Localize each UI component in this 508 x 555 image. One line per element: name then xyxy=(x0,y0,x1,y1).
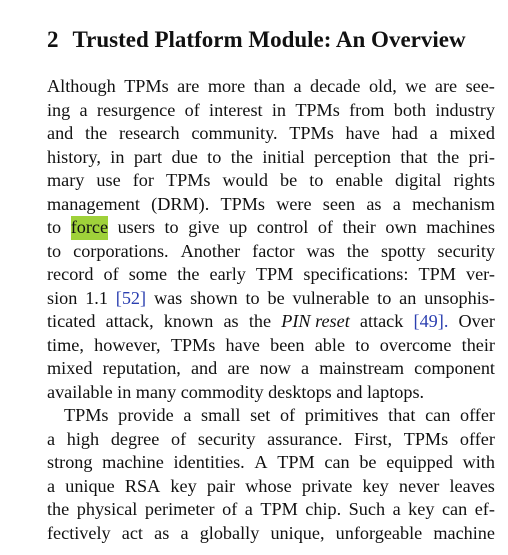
word: available xyxy=(47,381,113,402)
word: able xyxy=(314,334,346,355)
section-heading xyxy=(47,26,466,54)
word: see- xyxy=(465,76,495,96)
word: mainstream xyxy=(319,358,405,378)
word: can xyxy=(324,452,350,472)
word: research xyxy=(119,123,180,143)
word: the xyxy=(177,264,200,284)
word: a xyxy=(183,405,192,425)
text-line xyxy=(47,334,495,358)
text-line xyxy=(47,522,495,546)
word: A xyxy=(254,452,268,472)
word: to xyxy=(377,287,392,308)
word: Such xyxy=(348,499,386,519)
word: of xyxy=(317,217,333,237)
word: as xyxy=(366,193,382,214)
word: initial xyxy=(262,146,305,167)
word: identities. xyxy=(173,452,245,472)
text-line xyxy=(47,122,495,146)
word: be xyxy=(359,452,377,472)
word: ef- xyxy=(474,499,495,519)
word: act xyxy=(121,522,143,543)
word: attack, xyxy=(105,311,154,331)
word: machine xyxy=(102,452,164,472)
word: many xyxy=(135,381,177,402)
word: ing xyxy=(47,99,71,120)
word: more xyxy=(207,76,246,96)
word: be xyxy=(280,170,298,190)
word: offer xyxy=(459,405,495,425)
word: resurgence xyxy=(96,99,176,120)
word: corporations. xyxy=(73,240,169,261)
text-line xyxy=(47,75,495,99)
word: TPMs xyxy=(289,123,334,143)
word: however, xyxy=(94,334,161,355)
word: spotty xyxy=(380,240,426,261)
word: of xyxy=(171,428,187,449)
highlighted-word: force xyxy=(71,216,108,240)
word: TPM xyxy=(255,264,294,284)
word: both xyxy=(393,99,427,120)
word: security xyxy=(197,428,256,449)
word: digital xyxy=(394,170,442,190)
word: were xyxy=(276,193,312,214)
word: unique, xyxy=(270,522,325,543)
word: own xyxy=(385,217,417,237)
word: primitives xyxy=(304,405,379,425)
word: security xyxy=(437,240,495,261)
word: TPM xyxy=(260,499,298,519)
word: the xyxy=(230,146,253,167)
word: as xyxy=(154,522,170,543)
word: interest xyxy=(209,99,263,120)
word: key xyxy=(408,499,435,519)
word: to xyxy=(355,334,370,355)
word: than xyxy=(253,76,285,96)
word: key xyxy=(170,475,197,496)
word: management xyxy=(47,193,140,214)
word: TPMs xyxy=(124,76,169,96)
word: and xyxy=(336,381,363,402)
word: and xyxy=(190,358,218,378)
word: First, xyxy=(354,428,392,449)
text-line xyxy=(47,357,495,381)
word: reputation, xyxy=(102,358,181,378)
word: attack xyxy=(359,311,404,331)
word: control xyxy=(256,217,309,237)
word: was xyxy=(306,240,335,261)
text-line xyxy=(47,381,495,405)
word: mechanism xyxy=(412,193,495,214)
word: their xyxy=(342,217,376,237)
word: of xyxy=(222,499,238,519)
text-line xyxy=(47,146,495,170)
word: strong xyxy=(47,452,93,472)
word: some xyxy=(128,264,168,284)
word: Although xyxy=(47,76,116,96)
word: TPMs xyxy=(64,405,109,425)
word: industry xyxy=(435,99,495,120)
word: unforgeable xyxy=(335,522,423,543)
word: assurance. xyxy=(267,428,343,449)
word: provide xyxy=(118,405,174,425)
word: from xyxy=(349,99,385,120)
word: seen xyxy=(322,193,356,214)
word: that xyxy=(388,405,416,425)
word: TPMs xyxy=(170,334,216,355)
word: to xyxy=(47,217,62,237)
paragraph-2 xyxy=(47,404,495,545)
word: a xyxy=(301,358,310,378)
word: we xyxy=(405,76,427,96)
word: sion xyxy=(47,287,78,308)
word: overcome xyxy=(379,334,452,355)
word: high xyxy=(66,428,100,449)
word: had xyxy=(391,123,418,143)
word: use xyxy=(96,170,121,190)
word: a xyxy=(244,499,253,519)
word: ticated xyxy=(47,311,96,331)
word: that xyxy=(400,146,428,167)
word: decade xyxy=(310,76,361,96)
word: equipped xyxy=(386,452,453,472)
word: been xyxy=(270,334,305,355)
word: a xyxy=(79,99,88,120)
word: to xyxy=(47,240,62,261)
word: perimeter xyxy=(144,499,215,519)
word: are xyxy=(434,76,458,96)
word: the xyxy=(85,123,108,143)
word: 1.1 xyxy=(85,287,108,308)
word: offer xyxy=(459,428,495,449)
word: due xyxy=(171,146,198,167)
word: private xyxy=(301,475,353,496)
text-line xyxy=(47,99,495,123)
word: RSA xyxy=(124,475,161,496)
word: machine xyxy=(433,522,495,543)
word: small xyxy=(201,405,241,425)
word: their xyxy=(461,334,495,355)
word: pri- xyxy=(468,146,495,167)
word: Another xyxy=(180,240,241,261)
word: the xyxy=(346,240,370,261)
word: shown xyxy=(190,287,238,308)
word: (DRM). xyxy=(151,193,210,214)
text-line xyxy=(47,498,495,522)
text-line xyxy=(47,169,495,193)
word: ver- xyxy=(465,264,495,284)
word: known xyxy=(163,311,214,331)
text-line xyxy=(47,475,495,499)
word: be xyxy=(267,287,285,308)
word: to xyxy=(245,287,260,308)
word: a xyxy=(293,76,302,96)
body-text xyxy=(47,75,495,545)
word: laptops. xyxy=(367,381,425,402)
word: enable xyxy=(335,170,383,190)
word: mary xyxy=(47,170,85,190)
word: TPM xyxy=(418,264,456,284)
word: users xyxy=(117,217,155,237)
word: physical xyxy=(76,499,138,519)
word: to xyxy=(207,146,222,167)
word: are xyxy=(177,76,200,96)
word: now xyxy=(259,358,291,378)
text-line xyxy=(47,240,495,264)
word: key xyxy=(362,475,389,496)
word: machines xyxy=(426,217,495,237)
word: the xyxy=(248,311,272,331)
word: of xyxy=(279,405,296,425)
word: early xyxy=(209,264,246,284)
word: can xyxy=(425,405,451,425)
word: degree xyxy=(110,428,160,449)
word: a xyxy=(429,123,438,143)
word: chip. xyxy=(305,499,342,519)
text-line xyxy=(47,404,495,428)
word: in xyxy=(110,146,125,167)
word: an xyxy=(399,287,417,308)
word: Over xyxy=(458,311,495,331)
word: would xyxy=(222,170,268,190)
word: commodity xyxy=(180,381,264,402)
text-line xyxy=(47,216,495,240)
word: record xyxy=(47,264,94,284)
word: the xyxy=(436,146,460,167)
citation-link[interactable]: [49]. xyxy=(413,311,449,331)
word: TPMs xyxy=(165,170,211,190)
word: was xyxy=(153,287,183,308)
word: as xyxy=(223,311,239,331)
word: are xyxy=(227,358,250,378)
word: leaves xyxy=(449,475,495,496)
word: old, xyxy=(368,76,397,96)
word: rights xyxy=(453,170,495,190)
word: unsophis- xyxy=(424,287,495,308)
text-line xyxy=(47,428,495,452)
word: to xyxy=(309,170,324,190)
word: TPMs xyxy=(295,99,340,120)
word: for xyxy=(132,170,154,190)
section-title: Trusted Platform Module: An Overview xyxy=(72,27,466,52)
word: a xyxy=(180,522,189,543)
word: a xyxy=(47,428,56,449)
word: factor xyxy=(252,240,295,261)
word: vulnerable xyxy=(292,287,370,308)
word: a xyxy=(392,193,401,214)
word: up xyxy=(229,217,248,237)
section-number: 2 xyxy=(47,27,59,52)
italic-term: PIN reset xyxy=(281,311,350,331)
word: of xyxy=(103,264,119,284)
word: a xyxy=(47,475,56,496)
word: to xyxy=(164,217,179,237)
word: component xyxy=(414,358,495,378)
word: globally xyxy=(199,522,260,543)
word: whose xyxy=(245,475,292,496)
text-line xyxy=(47,310,495,334)
word: TPMs xyxy=(220,193,265,214)
text-line xyxy=(47,193,495,217)
word: pair xyxy=(206,475,236,496)
text-line xyxy=(47,451,495,475)
citation-link[interactable]: [52] xyxy=(115,287,147,308)
word: and xyxy=(47,123,74,143)
word: community. xyxy=(191,123,278,143)
word: desktops xyxy=(268,381,332,402)
word: TPM xyxy=(277,452,315,472)
word: in xyxy=(117,381,132,402)
word: can xyxy=(441,499,468,519)
text-line xyxy=(47,287,495,311)
word: have xyxy=(225,334,260,355)
word: with xyxy=(462,452,495,472)
word: the xyxy=(47,499,70,519)
word: set xyxy=(250,405,271,425)
word: TPMs xyxy=(403,428,449,449)
text-line xyxy=(47,263,495,287)
word: a xyxy=(392,499,401,519)
word: in xyxy=(271,99,287,120)
word: mixed xyxy=(47,358,93,378)
word: perception xyxy=(314,146,391,167)
word: never xyxy=(398,475,440,496)
word: time, xyxy=(47,334,84,355)
word: give xyxy=(188,217,220,237)
word: history, xyxy=(47,146,101,167)
word: part xyxy=(133,146,163,167)
paragraph-1 xyxy=(47,75,495,404)
word: of xyxy=(184,99,200,120)
word: unique xyxy=(65,475,115,496)
word: fectively xyxy=(47,522,111,543)
word: have xyxy=(345,123,380,143)
word: specifications: xyxy=(303,264,409,284)
word: mixed xyxy=(449,123,495,143)
